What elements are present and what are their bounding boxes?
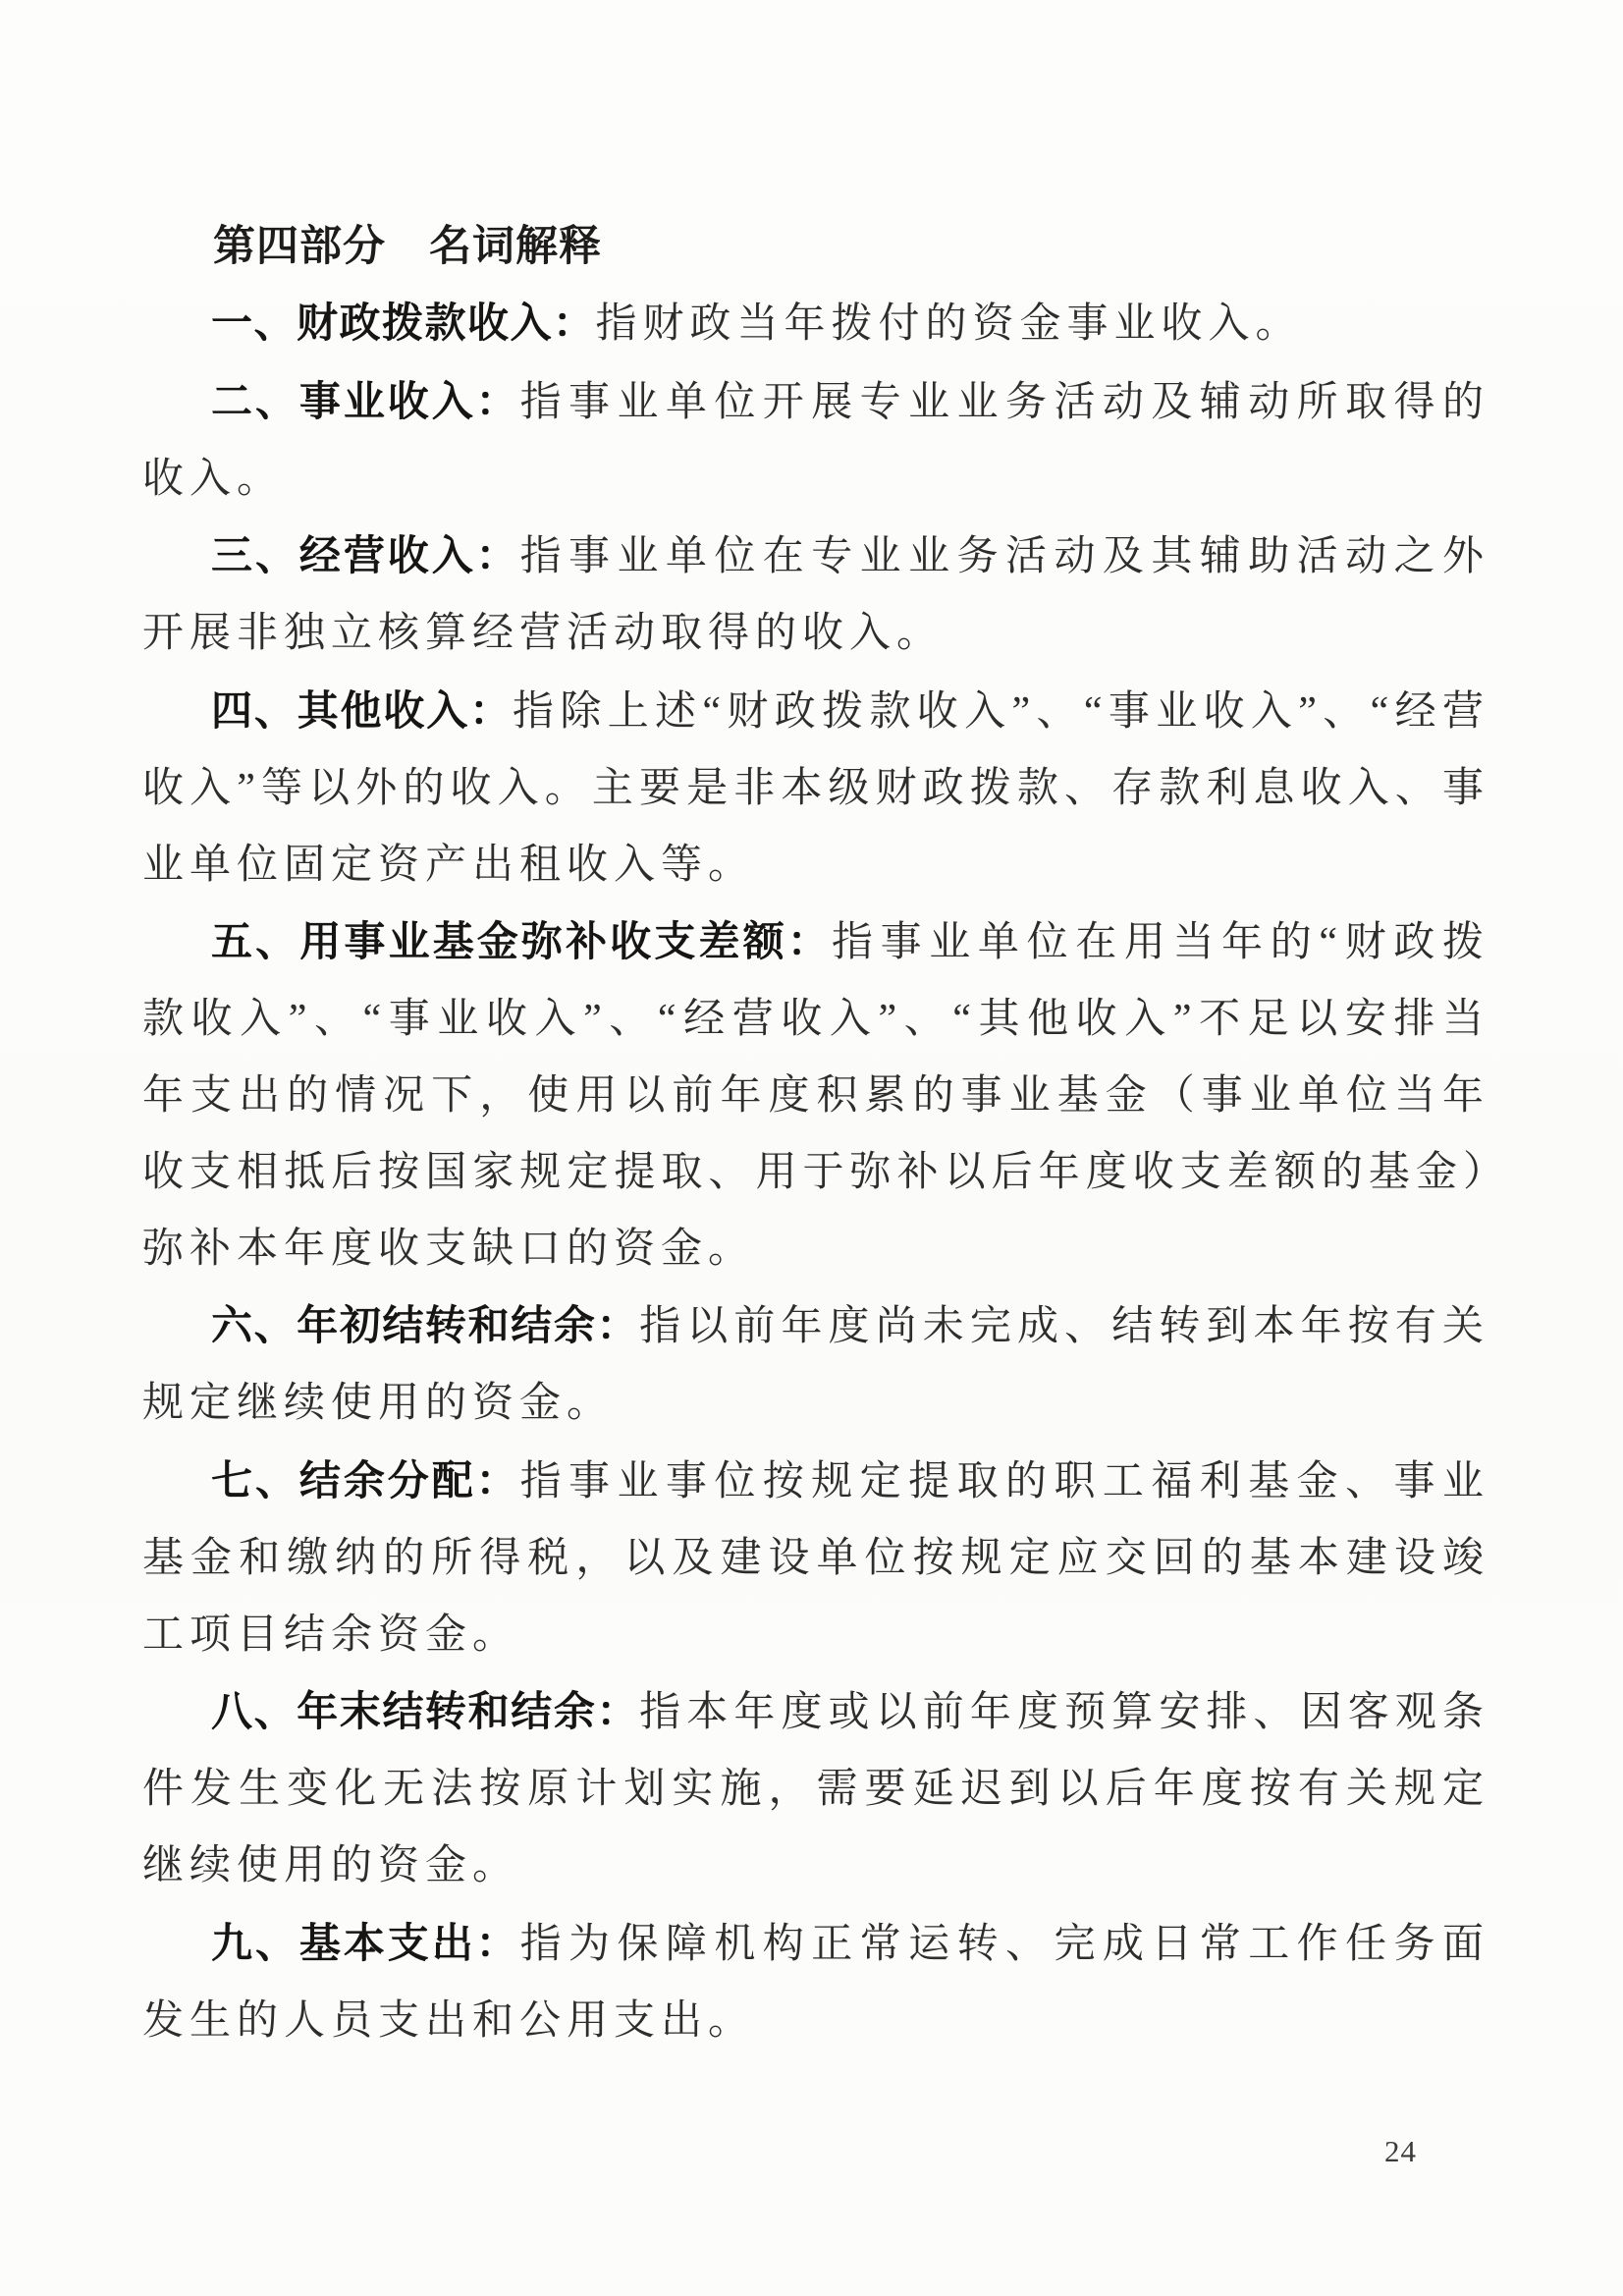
definition-item-2: [142, 363, 1489, 519]
term-label: 八、年末结转和结余：: [211, 1688, 640, 1735]
term-definition: 指以前年度尚未完成、结转到本年按有关规定继续使用的资金。: [142, 1304, 1489, 1427]
term-definition: 指事业单位在用当年的“财政拨款收入”、“事业收入”、“经营收入”、“其他收入”不足以安排当年支出的情况下，使用以前年度积累的事业基金（事业单位当年收支相抵后按国家规定提取、用于弥补以后年度收支差额的基金）弥补本年度收支缺口的资金。: [142, 920, 1489, 1272]
term-definition: 指事业单位在专业业务活动及其辅助活动之外开展非独立核算经营活动取得的收入。: [142, 534, 1489, 657]
term-definition: 指为保障机构正常运转、完成日常工作任务面发生的人员支出和公用支出。: [142, 1921, 1489, 2044]
term-definition: 指本年度或以前年度预算安排、因客观条件发生变化无法按原计划实施，需要延迟到以后年度按有关规定继续使用的资金。: [142, 1690, 1489, 1888]
definition-item-8: [142, 1673, 1489, 1904]
term-definition: 指事业单位开展专业业务活动及辅动所取得的收入。: [142, 379, 1489, 502]
definition-item-6: [142, 1287, 1489, 1443]
definition-item-3: [142, 518, 1489, 673]
term-definition: 指财政当年拨付的资金事业收入。: [595, 301, 1303, 347]
definition-item-9: [142, 1905, 1489, 2060]
term-label: 一、财政拨款收入：: [211, 300, 596, 346]
term-definition: 指除上述“财政拨款收入”、“事业收入”、“经营收入”等以外的收入。主要是非本级财政拨款、存款利息收入、事业单位固定资产出租收入等。: [142, 688, 1489, 888]
term-label: 九、基本支出：: [211, 1919, 520, 1966]
term-label: 七、结余分配：: [211, 1456, 520, 1503]
definition-item-5: [142, 903, 1489, 1287]
definition-item-1: [142, 285, 1489, 363]
page-title: 第四部分 名词解释: [213, 223, 602, 270]
term-label: 五、用事业基金弥补收支差额：: [211, 918, 832, 965]
definition-item-7: [142, 1443, 1489, 1673]
term-label: 三、经营收入：: [211, 532, 520, 579]
page-number: 24: [1384, 2134, 1417, 2168]
term-label: 六、年初结转和结余：: [211, 1302, 640, 1349]
term-definition: 指事业事位按规定提取的职工福利基金、事业基金和缴纳的所得税，以及建设单位按规定应交回的基本建设竣工项目结余资金。: [142, 1458, 1489, 1658]
term-label: 四、其他收入：: [211, 686, 513, 734]
document-body: [142, 208, 1489, 2059]
term-label: 二、事业收入：: [211, 377, 520, 424]
definition-item-4: [142, 673, 1489, 903]
